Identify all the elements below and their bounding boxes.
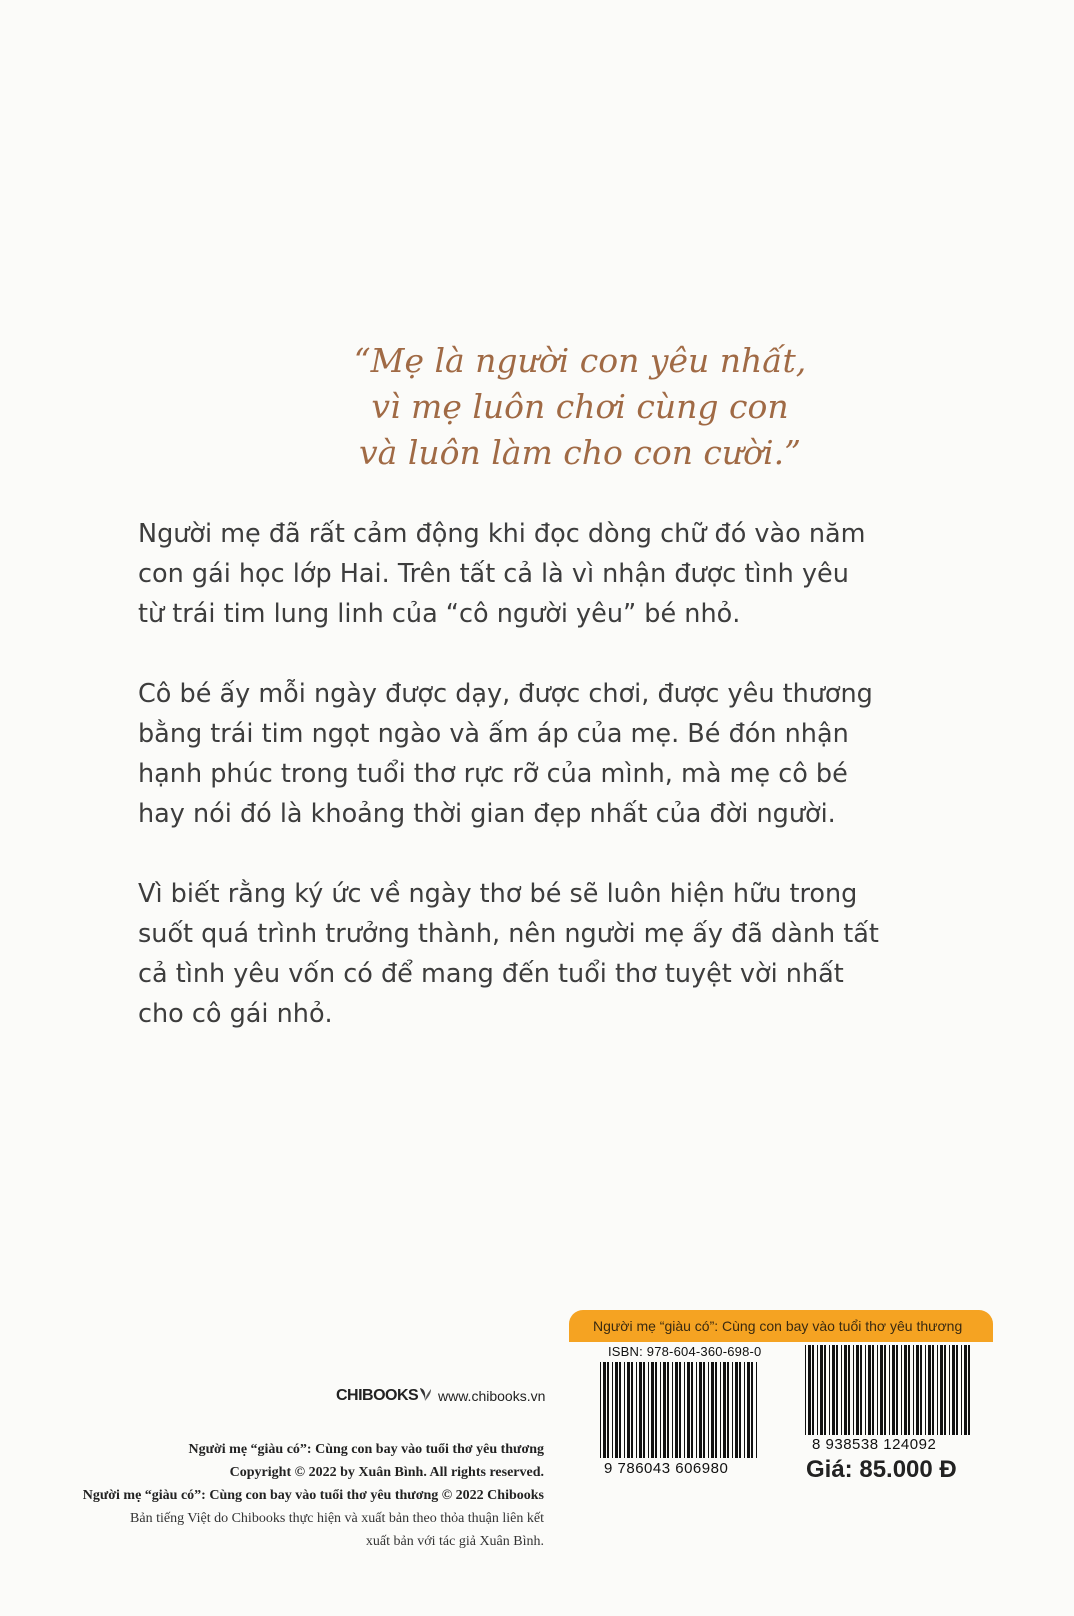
colophon-note: Bản tiếng Việt do Chibooks thực hiện và xuất bản theo thỏa thuận liên kết: [130, 1511, 544, 1526]
barcode-bar: [687, 1362, 690, 1458]
leaf-icon: [418, 1386, 432, 1402]
barcode-bar: [679, 1362, 681, 1458]
barcode-bar: [663, 1362, 666, 1458]
barcode-bar: [708, 1362, 709, 1458]
isbn-label: ISBN: 978-604-360-698-0: [608, 1344, 762, 1359]
barcode-bar: [631, 1362, 633, 1458]
text-line: từ trái tim lung linh của “cô người yêu” bé nhỏ.: [138, 599, 741, 629]
isbn-barcode-number: 9 786043 606980: [604, 1460, 729, 1477]
barcode-bar: [607, 1362, 609, 1458]
barcode-bar: [904, 1345, 907, 1435]
paragraph-1: [138, 514, 938, 634]
colophon-vn-copyright: Người mẹ “giàu có”: Cùng con bay vào tuổi thơ yêu thương © 2022 Chibooks: [82, 1488, 544, 1503]
colophon-note: xuất bản với tác giả Xuân Bình.: [365, 1534, 544, 1549]
colophon-copyright: Copyright © 2022 by Xuân Bình. All rights reserved.: [229, 1465, 544, 1480]
barcode-bar: [832, 1345, 835, 1435]
title-banner: Người mẹ “giàu có”: Cùng con bay vào tuổi thơ yêu thương: [569, 1310, 993, 1342]
barcode-bar: [636, 1362, 637, 1458]
barcode-bar: [619, 1362, 621, 1458]
barcode-bar: [715, 1362, 717, 1458]
barcode-bar: [615, 1362, 618, 1458]
barcode-bar: [872, 1345, 874, 1435]
barcode-bar: [711, 1362, 714, 1458]
publisher-logo: [336, 1386, 432, 1405]
barcode-bar: [880, 1345, 883, 1435]
barcode-bar: [932, 1345, 934, 1435]
barcode-bar: [612, 1362, 613, 1458]
barcode-bar: [817, 1345, 818, 1435]
barcode-bar: [964, 1345, 967, 1435]
barcode-bar: [723, 1362, 726, 1458]
barcode-bar: [820, 1345, 823, 1435]
barcode-bar: [639, 1362, 642, 1458]
barcode-bar: [812, 1345, 814, 1435]
text-line: suốt quá trình trưởng thành, nên người mẹ ấy đã dành tất: [138, 919, 879, 949]
price-label: Giá: 85.000 Đ: [806, 1456, 957, 1483]
barcode-bar: [901, 1345, 902, 1435]
barcode-bar: [648, 1362, 649, 1458]
isbn-barcode: [598, 1362, 762, 1458]
quote-line: vì mẹ luôn chơi cùng con: [371, 387, 789, 426]
barcode-bar: [667, 1362, 669, 1458]
product-barcode: [803, 1345, 973, 1435]
barcode-bar: [643, 1362, 645, 1458]
barcode-bar: [920, 1345, 922, 1435]
barcode-bar: [853, 1345, 854, 1435]
barcode-bar: [952, 1345, 955, 1435]
logo-text: CHIBOOKS: [336, 1387, 419, 1404]
barcode-bar: [856, 1345, 859, 1435]
product-barcode-number: 8 938538 124092: [812, 1436, 937, 1453]
colophon-title: Người mẹ “giàu có”: Cùng con bay vào tuổi thơ yêu thương: [188, 1442, 544, 1457]
barcode-bar: [747, 1362, 750, 1458]
text-line: Vì biết rằng ký ức về ngày thơ bé sẽ luôn hiện hữu trong: [138, 879, 858, 909]
text-line: Người mẹ đã rất cảm động khi đọc dòng chữ đó vào năm: [138, 519, 866, 549]
barcode-bar: [751, 1362, 753, 1458]
barcode-bar: [651, 1362, 654, 1458]
barcode-bar: [968, 1345, 970, 1435]
barcode-bar: [944, 1345, 946, 1435]
text-line: bằng trái tim ngọt ngào và ấm áp của mẹ. Bé đón nhận: [138, 719, 849, 749]
barcode-bar: [836, 1345, 838, 1435]
barcode-bar: [805, 1345, 806, 1435]
paragraph-2: [138, 674, 938, 834]
barcode-bar: [744, 1362, 745, 1458]
text-line: hay nói đó là khoảng thời gian đẹp nhất của đời người.: [138, 799, 836, 829]
barcode-bar: [808, 1345, 811, 1435]
barcode-bar: [937, 1345, 938, 1435]
publisher-website: www.chibooks.vn: [438, 1388, 546, 1404]
barcode-bar: [655, 1362, 657, 1458]
barcode-bar: [756, 1362, 757, 1458]
barcode-bar: [892, 1345, 895, 1435]
text-line: con gái học lớp Hai. Trên tất cả là vì nhận được tình yêu: [138, 559, 849, 589]
barcode-bar: [916, 1345, 919, 1435]
barcode-bar: [949, 1345, 950, 1435]
barcode-bar: [684, 1362, 685, 1458]
barcode-bar: [675, 1362, 678, 1458]
barcode-bar: [672, 1362, 673, 1458]
barcode-bar: [844, 1345, 847, 1435]
text-line: cả tình yêu vốn có để mang đến tuổi thơ tuyệt vời nhất: [138, 959, 844, 989]
barcode-bar: [624, 1362, 625, 1458]
barcode-bar: [600, 1362, 601, 1458]
barcode-bar: [860, 1345, 862, 1435]
barcode-bar: [913, 1345, 914, 1435]
barcode-bar: [699, 1362, 702, 1458]
opening-quote: [300, 338, 860, 476]
barcode-bar: [908, 1345, 910, 1435]
barcode-bar: [732, 1362, 733, 1458]
text-line: cho cô gái nhỏ.: [138, 999, 333, 1029]
barcode-bar: [865, 1345, 866, 1435]
barcode-bar: [720, 1362, 721, 1458]
barcode-bar: [727, 1362, 729, 1458]
barcode-bar: [603, 1362, 606, 1458]
barcode-bar: [841, 1345, 842, 1435]
paragraph-3: [138, 874, 938, 1034]
barcode-bar: [961, 1345, 962, 1435]
barcode-bar: [868, 1345, 871, 1435]
barcode-bar: [829, 1345, 830, 1435]
barcode-bar: [896, 1345, 898, 1435]
barcode-bar: [660, 1362, 661, 1458]
barcode-bar: [691, 1362, 693, 1458]
text-line: hạnh phúc trong tuổi thơ rực rỡ của mình, mà mẹ cô bé: [138, 759, 848, 789]
colophon: [4, 1438, 544, 1553]
barcode-bar: [696, 1362, 697, 1458]
barcode-bar: [703, 1362, 705, 1458]
quote-line: “Mẹ là người con yêu nhất,: [353, 341, 807, 380]
barcode-bar: [627, 1362, 630, 1458]
barcode-bar: [739, 1362, 741, 1458]
barcode-bar: [824, 1345, 826, 1435]
barcode-bar: [925, 1345, 926, 1435]
barcode-bar: [848, 1345, 850, 1435]
barcode-bar: [940, 1345, 943, 1435]
barcode-bar: [889, 1345, 890, 1435]
barcode-bar: [877, 1345, 878, 1435]
barcode-bar: [884, 1345, 886, 1435]
barcode-bar: [928, 1345, 931, 1435]
text-line: Cô bé ấy mỗi ngày được dạy, được chơi, được yêu thương: [138, 679, 873, 709]
quote-line: và luôn làm cho con cười.”: [359, 433, 801, 472]
barcode-bar: [956, 1345, 958, 1435]
barcode-bar: [735, 1362, 738, 1458]
